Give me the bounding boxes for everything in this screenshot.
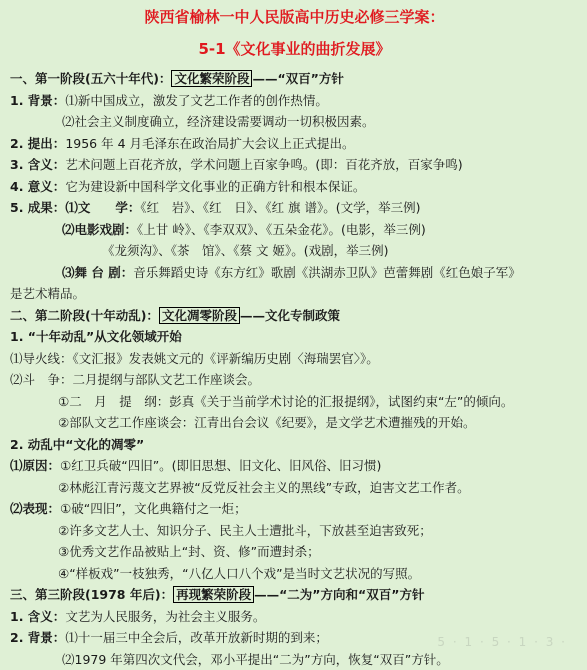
stage3-background-1: 2. 背景：⑴十一届三中全会后，改革开放新时期的到来； bbox=[10, 627, 579, 649]
stage2-show-4: ④“样板戏”一枝独秀，“八亿人口八个戏”是当时文艺状况的写照。 bbox=[10, 563, 579, 585]
stage1-meaning: 3. 含义：艺术问题上百花齐放，学术问题上百家争鸣。(即：百花齐放，百家争鸣) bbox=[10, 154, 579, 176]
stage1-boxed: 文化繁荣阶段 bbox=[171, 70, 252, 87]
stage2-struggle: ⑵斗 争：二月提纲与部队文艺工作座谈会。 bbox=[10, 369, 579, 391]
stage1-results-stage: ⑶舞 台 剧：音乐舞蹈史诗《东方红》歌剧《洪湖赤卫队》芭蕾舞剧《红色娘子军》 bbox=[10, 262, 579, 284]
stage2-show-1: ⑵表现：①破“四旧”，文化典籍付之一炬； bbox=[10, 498, 579, 520]
stage1-results: 5. 成果：⑴文 学：《红 岩》、《红 日》、《红 旗 谱》。(文学，举三例) bbox=[10, 197, 579, 219]
stage1-proposal: 2. 提出：1956 年 4 月毛泽东在政治局扩大会议上正式提出。 bbox=[10, 133, 579, 155]
stage2-show-3: ③优秀文艺作品被贴上“封、资、修”而遭封杀； bbox=[10, 541, 579, 563]
stage2-outline: ①二 月 提 纲：彭真《关于当前学术讨论的汇报提纲》，试图约束“左”的倾向。 bbox=[10, 391, 579, 413]
stage1-results-drama: 《龙须沟》、《茶 馆》、《蔡 文 姬》。(戏剧，举三例) bbox=[10, 240, 579, 262]
stage2-reason-2: ②林彪江青污蔑文艺界被“反党反社会主义的黑线”专政，迫害文艺工作者。 bbox=[10, 477, 579, 499]
stage2-boxed: 文化凋零阶段 bbox=[159, 307, 240, 324]
stage2-sub1: 1. “十年动乱”从文化领域开始 bbox=[10, 326, 579, 348]
stage2-show-2: ②许多文艺人士、知识分子、民主人士遭批斗，下放甚至迫害致死； bbox=[10, 520, 579, 542]
doc-subtitle: 5-1《文化事业的曲折发展》 bbox=[10, 38, 579, 60]
stage2-trigger: ⑴导火线：《文汇报》发表姚文元的《评新编历史剧〈海瑞罢官〉》。 bbox=[10, 348, 579, 370]
stage1-results-film: ⑵电影戏剧：《上甘 岭》、《李双双》、《五朵金花》。(电影，举三例) bbox=[10, 219, 579, 241]
doc-title: 陕西省榆林一中人民版高中历史必修三学案： bbox=[10, 6, 579, 28]
stage3-boxed: 再现繁荣阶段 bbox=[173, 586, 254, 603]
stage1-background-2: ⑵社会主义制度确立，经济建设需要调动一切积极因素。 bbox=[10, 111, 579, 133]
stage2-reason-1: ⑴原因：①红卫兵破“四旧”。(即旧思想、旧文化、旧风俗、旧习惯) bbox=[10, 455, 579, 477]
stage1-significance: 4. 意义：它为建设新中国科学文化事业的正确方针和根本保证。 bbox=[10, 176, 579, 198]
stage3-heading: 三、第三阶段(1978 年后)： 再现繁荣阶段 ——“二为”方向和“双百”方针 bbox=[10, 584, 579, 606]
stage1-results-end: 是艺术精品。 bbox=[10, 283, 579, 305]
stage3-meaning: 1. 含义：文艺为人民服务，为社会主义服务。 bbox=[10, 606, 579, 628]
stage2-forum: ②部队文艺工作座谈会：江青出台会议《纪要》，是文学艺术遭摧残的开始。 bbox=[10, 412, 579, 434]
stage2-sub2: 2. 动乱中“文化的凋零” bbox=[10, 434, 579, 456]
stage1-background: 1. 背景：⑴新中国成立，激发了文艺工作者的创作热情。 bbox=[10, 90, 579, 112]
stage3-background-2: ⑵1979 年第四次文代会，邓小平提出“二为”方向，恢复“双百”方针。 bbox=[10, 649, 579, 670]
watermark: 5 · 1 · 5 · 1 · 3 · bbox=[437, 635, 567, 649]
stage1-heading: 一、第一阶段(五六十年代)： 文化繁荣阶段 ——“双百”方针 bbox=[10, 68, 579, 90]
stage2-heading: 二、第二阶段(十年动乱)： 文化凋零阶段 ——文化专制政策 bbox=[10, 305, 579, 327]
